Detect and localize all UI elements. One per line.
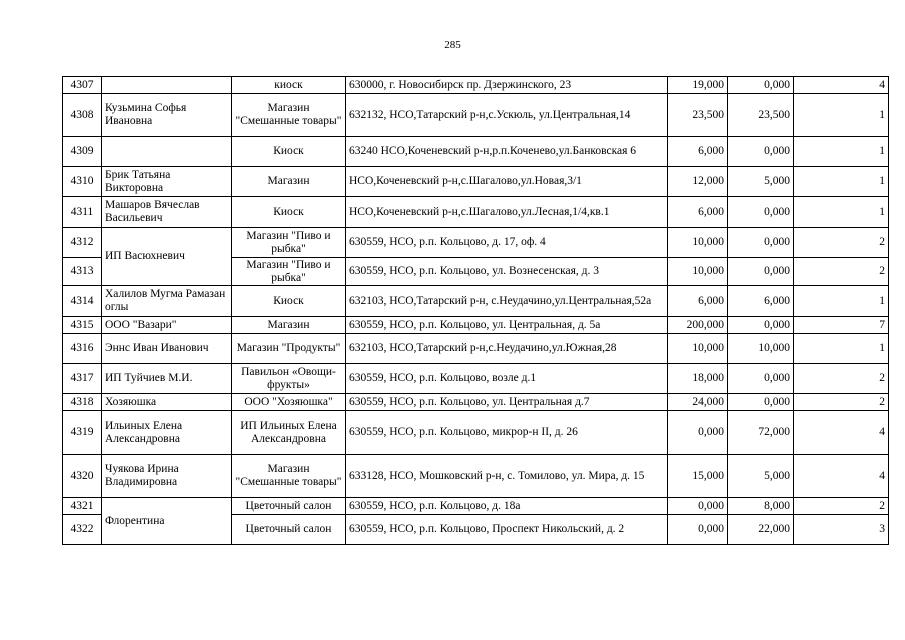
value-3: 1 (794, 167, 889, 197)
value-1: 10,000 (668, 334, 728, 364)
table-row (63, 286, 889, 317)
owner-name: Флорентина (102, 498, 232, 545)
row-number: 4313 (63, 258, 102, 286)
object-type: Киоск (232, 137, 346, 167)
object-type: Киоск (232, 197, 346, 228)
value-1: 10,000 (668, 228, 728, 258)
object-address: 630559, НСО, р.п. Кольцово, д. 18а (346, 498, 668, 515)
row-number: 4311 (63, 197, 102, 228)
row-number: 4319 (63, 411, 102, 455)
value-1: 15,000 (668, 455, 728, 498)
object-type: Павильон «Овощи-фрукты» (232, 364, 346, 394)
object-type: Магазин "Продукты" (232, 334, 346, 364)
value-2: 0,000 (728, 258, 794, 286)
table-row (63, 317, 889, 334)
value-1: 200,000 (668, 317, 728, 334)
row-number: 4317 (63, 364, 102, 394)
value-3: 4 (794, 411, 889, 455)
value-2: 0,000 (728, 197, 794, 228)
table-row (63, 455, 889, 498)
object-type: Магазин "Пиво и рыбка" (232, 258, 346, 286)
table-row (63, 411, 889, 455)
value-2: 8,000 (728, 498, 794, 515)
value-1: 0,000 (668, 411, 728, 455)
table-row (63, 334, 889, 364)
value-3: 1 (794, 334, 889, 364)
object-type: Магазин (232, 167, 346, 197)
table-row (63, 167, 889, 197)
value-2: 10,000 (728, 334, 794, 364)
object-type: Магазин (232, 317, 346, 334)
object-address: 630559, НСО, р.п. Кольцово, Проспект Никольский, д. 2 (346, 515, 668, 545)
value-3: 4 (794, 455, 889, 498)
row-number: 4315 (63, 317, 102, 334)
object-address: 632103, НСО,Татарский р-н, с.Неудачино,ул.Центральная,52а (346, 286, 668, 317)
owner-name (102, 77, 232, 94)
value-3: 1 (794, 94, 889, 137)
object-address: 632132, НСО,Татарский р-н,с.Ускюль, ул.Центральная,14 (346, 94, 668, 137)
object-address: НСО,Коченевский р-н,с.Шагалово,ул.Лесная,1/4,кв.1 (346, 197, 668, 228)
value-3: 7 (794, 317, 889, 334)
value-3: 1 (794, 197, 889, 228)
value-2: 5,000 (728, 455, 794, 498)
value-2: 0,000 (728, 228, 794, 258)
object-type: ИП Ильиных Елена Александровна (232, 411, 346, 455)
owner-name: Машаров Вячеслав Васильевич (102, 197, 232, 228)
value-3: 4 (794, 77, 889, 94)
table-row (63, 498, 889, 515)
value-3: 3 (794, 515, 889, 545)
object-type: Цветочный салон (232, 515, 346, 545)
row-number: 4316 (63, 334, 102, 364)
object-address: 630559, НСО, р.п. Кольцово, д. 17, оф. 4 (346, 228, 668, 258)
object-address: НСО,Коченевский р-н,с.Шагалово,ул.Новая,3/1 (346, 167, 668, 197)
value-2: 0,000 (728, 317, 794, 334)
table-row (63, 197, 889, 228)
value-1: 23,500 (668, 94, 728, 137)
owner-name: ИП Васюхневич (102, 228, 232, 286)
table-row (63, 77, 889, 94)
object-address: 630559, НСО, р.п. Кольцово, ул. Вознесенская, д. 3 (346, 258, 668, 286)
value-1: 18,000 (668, 364, 728, 394)
value-2: 72,000 (728, 411, 794, 455)
value-1: 6,000 (668, 286, 728, 317)
value-2: 6,000 (728, 286, 794, 317)
value-2: 0,000 (728, 137, 794, 167)
value-2: 5,000 (728, 167, 794, 197)
value-3: 2 (794, 364, 889, 394)
value-2: 22,000 (728, 515, 794, 545)
object-type: Магазин "Смешанные товары" (232, 94, 346, 137)
object-address: 630559, НСО, р.п. Кольцово, микрор-н II, д. 26 (346, 411, 668, 455)
value-2: 0,000 (728, 364, 794, 394)
table-row (63, 137, 889, 167)
row-number: 4314 (63, 286, 102, 317)
row-number: 4312 (63, 228, 102, 258)
owner-name (102, 137, 232, 167)
value-1: 0,000 (668, 515, 728, 545)
object-address: 630559, НСО, р.п. Кольцово, ул. Центральная д.7 (346, 394, 668, 411)
table-row (63, 364, 889, 394)
owner-name: Брик Татьяна Викторовна (102, 167, 232, 197)
owner-name: Халилов Мугма Рамазан оглы (102, 286, 232, 317)
object-type: Цветочный салон (232, 498, 346, 515)
value-1: 0,000 (668, 498, 728, 515)
value-1: 24,000 (668, 394, 728, 411)
row-number: 4308 (63, 94, 102, 137)
table-row (63, 394, 889, 411)
row-number: 4318 (63, 394, 102, 411)
object-address: 630559, НСО, р.п. Кольцово, ул. Центральная, д. 5а (346, 317, 668, 334)
value-1: 6,000 (668, 197, 728, 228)
value-1: 6,000 (668, 137, 728, 167)
row-number: 4310 (63, 167, 102, 197)
value-1: 10,000 (668, 258, 728, 286)
owner-name: Эннс Иван Иванович (102, 334, 232, 364)
owner-name: Хозяюшка (102, 394, 232, 411)
value-3: 1 (794, 137, 889, 167)
row-number: 4322 (63, 515, 102, 545)
row-number: 4321 (63, 498, 102, 515)
value-2: 23,500 (728, 94, 794, 137)
value-1: 19,000 (668, 77, 728, 94)
row-number: 4307 (63, 77, 102, 94)
object-type: ООО "Хозяюшка" (232, 394, 346, 411)
table-row (63, 228, 889, 258)
object-address: 63240 НСО,Коченевский р-н,р.п.Коченево,ул.Банковская 6 (346, 137, 668, 167)
row-number: 4309 (63, 137, 102, 167)
owner-name: Кузьмина Софья Ивановна (102, 94, 232, 137)
value-3: 1 (794, 286, 889, 317)
value-3: 2 (794, 498, 889, 515)
value-3: 2 (794, 258, 889, 286)
object-type: Магазин "Смешанные товары" (232, 455, 346, 498)
value-2: 0,000 (728, 394, 794, 411)
object-type: Киоск (232, 286, 346, 317)
registry-table (62, 76, 889, 545)
owner-name: ИП Туйчиев М.И. (102, 364, 232, 394)
value-3: 2 (794, 394, 889, 411)
page-number: 285 (444, 39, 461, 51)
object-address: 633128, НСО, Мошковский р-н, с. Томилово, ул. Мира, д. 15 (346, 455, 668, 498)
row-number: 4320 (63, 455, 102, 498)
object-address: 632103, НСО,Татарский р-н,с.Неудачино,ул.Южная,28 (346, 334, 668, 364)
table-body (63, 77, 889, 545)
object-address: 630000, г. Новосибирск пр. Дзержинского, 23 (346, 77, 668, 94)
value-1: 12,000 (668, 167, 728, 197)
table-row (63, 94, 889, 137)
owner-name: Чуякова Ирина Владимировна (102, 455, 232, 498)
object-address: 630559, НСО, р.п. Кольцово, возле д.1 (346, 364, 668, 394)
object-type: Магазин "Пиво и рыбка" (232, 228, 346, 258)
value-2: 0,000 (728, 77, 794, 94)
owner-name: Ильиных Елена Александровна (102, 411, 232, 455)
owner-name: ООО "Вазари" (102, 317, 232, 334)
value-3: 2 (794, 228, 889, 258)
object-type: киоск (232, 77, 346, 94)
